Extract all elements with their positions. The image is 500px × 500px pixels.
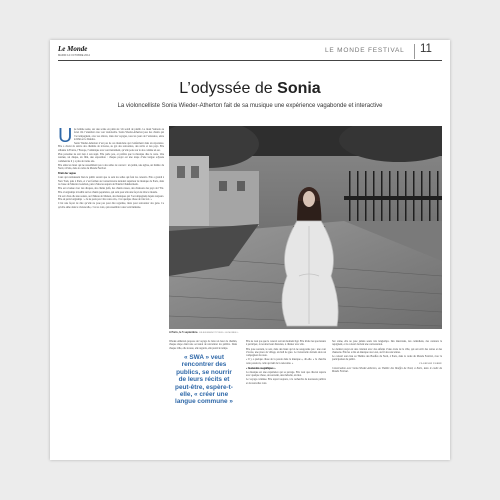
header-rule: [58, 60, 442, 61]
article-column-3: [246, 340, 326, 446]
paragraph: ne femme seule, sur une scène en plein air. Un soleil de plomb. Le mont Ventoux au fond. On l’attendait avec son violoncelle. Sonia Wieder-Atherton joue des chants qui l’accompagnent, avec ses élèves, dans des voyages, tous les jours de l’existence, entre le Rhin et le Danube.: [73, 128, 164, 141]
paragraph: Sur scène, elle ne joue jamais seule très longtemps. Des musiciens, des comédiens, des conteurs la rejoignent, et le concert devient une conversation.: [332, 340, 442, 347]
standfirst: La violoncelliste Sonia Wieder-Atherton fait de sa musique une expérience vagabonde et interactive: [117, 103, 383, 109]
paragraph: Ceux qui connaissent bien le public savent que ce sont les salles qui font les concerts. Elle a grandi à New York, puis à Paris, et s’est formée au Conservatoire national supérieur de musique de Paris, dans la classe de Maurice Gendron, puis à Moscou auprès de Natalia Chakhovskaïa.: [58, 176, 164, 186]
article-photo: [169, 126, 442, 329]
drop-cap: U: [58, 128, 73, 147]
author-signature: CLARISSE FABRE: [419, 362, 442, 365]
subheading: Bruit des vagues: [58, 172, 76, 176]
header-divider: [414, 44, 415, 59]
caption-text: A Paris, le 5 septembre.: [169, 331, 199, 334]
headline: [50, 80, 450, 98]
paragraph: Wieder-Atherton propose un voyage de faire un bout de chemin, chaque étape étant une occasion de rencontrer les publics. Dans chaque ville, elle écoute, elle regarde, elle prend le temps.: [169, 340, 237, 350]
event-note: Conversation avec Sonia Wieder-Atherton, au Théâtre des Bouffes du Nord, à Paris, dans le cadre du Monde Festival.: [332, 367, 442, 374]
pull-quote: « SWA » veut rencontrer des publics, se nourrir de leurs récits et peut-être, espère-t-elle, « créer une langue commune »: [175, 354, 233, 406]
paragraph: Elle ne veut pas que le concert soit un moment figé. Elle invite les spectateurs à participer, à raconter leurs histoires, à chanter avec elle.: [246, 340, 326, 347]
article-column-4: [332, 340, 442, 446]
paragraph: Sonia Wieder-Atherton n’est pas de ces musiciens qui s’enferment dans un répertoire. Elle a choisi de suivre des chemins de traverse, au gré des rencontres, des récits et des pays. Elle sillonne la France, l’Europe, l’Amérique avec son instrument, qu’elle porte sur le dos comme un sac.: [58, 142, 164, 152]
paragraph: Elle joue souvent, le soir, dans des lieux qu’on ne soupçonne pas : une cour d’école, une place de village, un hall de gare. Le violoncelle devient alors un compagnon de route.: [246, 347, 326, 358]
headline-light: L’odyssée de: [179, 80, 278, 97]
paragraph: Le dernier projet est une création avec des enfants d’une école de la ville, qui ont écrit des textes et des chansons. Elle les a mis en musique avec eux, au fil des rencontres.: [332, 347, 442, 354]
paragraph: Un soir chez elle une sonate, au Château de Meisen, des musiques qui l’accompagnent depuis toujours. Elle en parle longtemps : « Je ne peux pas vivre sans cela, c’est quelque chose de très fort. »: [58, 194, 164, 202]
section-title: LE MONDE FESTIVAL: [325, 47, 405, 54]
paragraph: C’est une façon de dire qu’elle ne joue pas pour être regardée, mais pour rencontrer des gens. Ce qu’elle aime dans le violoncelle, c’est sa voix, qui ressemble à une voix humaine.: [58, 202, 164, 209]
photo-caption: [169, 331, 238, 334]
masthead: Le Monde: [58, 45, 88, 53]
paragraph: Elle est revenue avec des disques, des chants juifs, des chants russes, des chansons des pays de l’Est. Elle a longtemps travaillé sur les chants populaires, qui sont pour elle une façon de dire le monde.: [58, 187, 164, 194]
article-column-1: [58, 128, 164, 446]
newspaper-page: [50, 40, 450, 460]
photo-credit: JULIEN MIGNOT POUR « LE MONDE »: [198, 332, 239, 334]
photo-illustration: [169, 126, 442, 329]
paragraph: La musique est une expérience qui se partage. Elle veut que chacun reparte avec quelque chose, un souvenir, une mélodie, un mot.: [246, 370, 326, 378]
paragraph: Le concert aura lieu au Théâtre des Bouffes du Nord, à Paris, dans le cadre du Monde Festival, avec la participation du public.: [332, 355, 442, 362]
subheading: « Inattendus magnifiques »: [246, 366, 276, 370]
headline-bold: Sonia: [277, 80, 321, 97]
paragraph: Le voyage continue. Elle repart toujours, à la recherche de nouveaux publics et de nouvelles voix.: [246, 378, 326, 385]
paragraph: Elle aime les lieux qui ne ressemblent pas à des salles de concert : un jardin, une église, un théâtre du Nord, à Paris, dans le cadre du Monde Festival.: [58, 163, 164, 171]
issue-date: MARDI 14 OCTOBRE 2014: [58, 54, 90, 57]
page-number: 11: [420, 43, 432, 55]
paragraph: « Il y a quelque chose de la parole dans la musique », dit-elle. « Je cherche cette parole-là, celle qui naît de la rencontre. »: [246, 358, 326, 365]
paragraph: Plus personne ne sait rien à son sujet. Elle parle peu, et préfère que la musique dise le reste. Une tournée, un disque, un film, une exposition : chaque projet est une étape d’une longue odyssée commencée il y a plus de trente ans.: [58, 153, 164, 163]
